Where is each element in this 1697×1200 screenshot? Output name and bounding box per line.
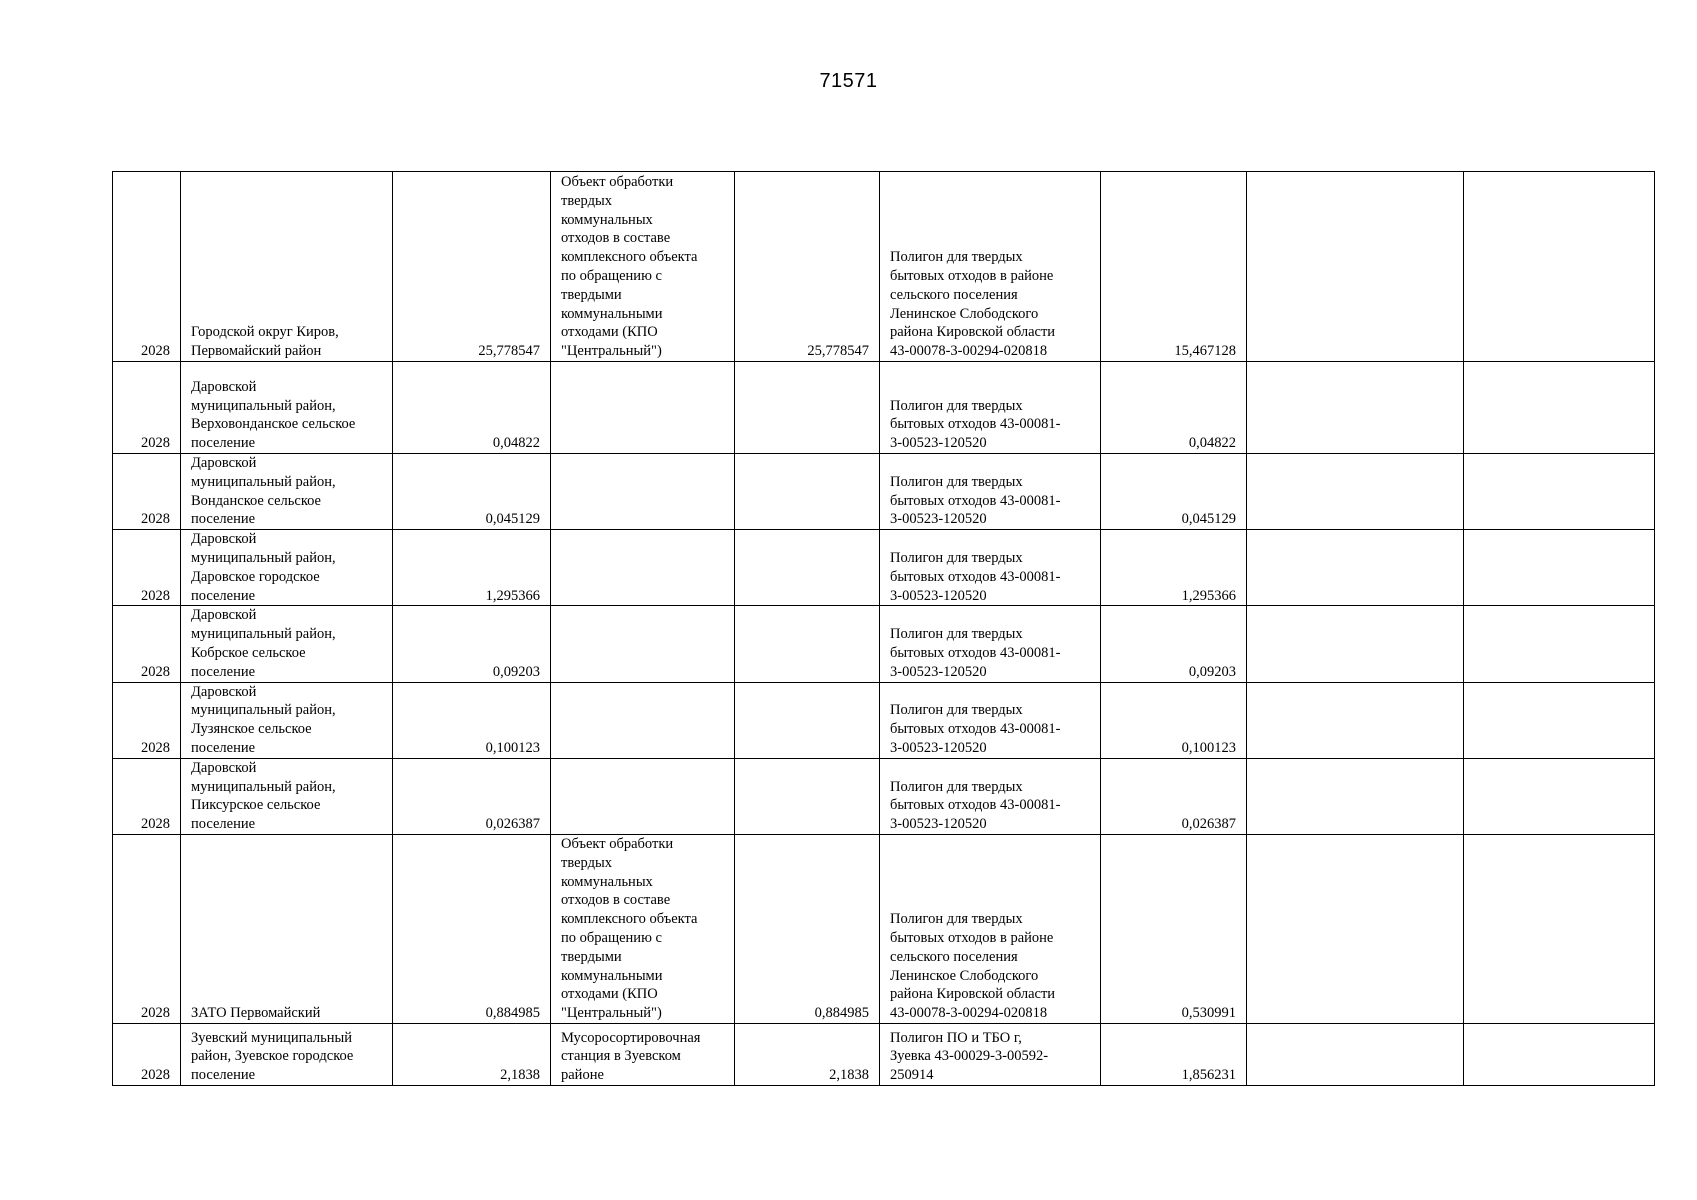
processing-object-cell: [551, 454, 735, 530]
table-row: [113, 606, 1655, 682]
empty-cell: [1464, 834, 1655, 1023]
territory-cell: Городской округ Киров, Первомайский район: [181, 172, 393, 362]
year-cell: 2028: [113, 1023, 181, 1085]
disposal-object-cell: Полигон для твердых бытовых отходов в районе сельского поселения Ленинское Слободского района Кировской области 43-00078-3-00294-020818: [880, 172, 1101, 362]
processing-object-cell: [551, 758, 735, 834]
empty-cell: [1464, 362, 1655, 454]
processing-object-cell: [551, 530, 735, 606]
processing-volume-cell: [735, 758, 880, 834]
disposal-object-cell: Полигон для твердых бытовых отходов 43-00081- 3-00523-120520: [880, 454, 1101, 530]
volume-cell: 0,09203: [393, 606, 551, 682]
waste-flow-table: [112, 171, 1655, 1086]
year-cell: 2028: [113, 758, 181, 834]
empty-cell: [1247, 362, 1464, 454]
territory-cell: Даровской муниципальный район, Лузянское сельское поселение: [181, 682, 393, 758]
empty-cell: [1247, 682, 1464, 758]
volume-cell: 0,04822: [393, 362, 551, 454]
empty-cell: [1247, 606, 1464, 682]
volume-cell: 0,045129: [393, 454, 551, 530]
empty-cell: [1247, 454, 1464, 530]
processing-object-cell: [551, 682, 735, 758]
disposal-object-cell: Полигон для твердых бытовых отходов 43-00081- 3-00523-120520: [880, 530, 1101, 606]
volume-cell: 25,778547: [393, 172, 551, 362]
volume-cell: 0,100123: [393, 682, 551, 758]
table-row: [113, 682, 1655, 758]
disposal-object-cell: Полигон для твердых бытовых отходов 43-00081- 3-00523-120520: [880, 362, 1101, 454]
territory-cell: Даровской муниципальный район, Кобрское сельское поселение: [181, 606, 393, 682]
empty-cell: [1464, 682, 1655, 758]
empty-cell: [1464, 1023, 1655, 1085]
processing-volume-cell: 0,884985: [735, 834, 880, 1023]
volume-cell: 0,026387: [393, 758, 551, 834]
processing-volume-cell: [735, 454, 880, 530]
disposal-object-cell: Полигон для твердых бытовых отходов 43-00081- 3-00523-120520: [880, 682, 1101, 758]
processing-volume-cell: [735, 682, 880, 758]
volume-cell: 1,295366: [393, 530, 551, 606]
table-row: [113, 1023, 1655, 1085]
empty-cell: [1247, 834, 1464, 1023]
disposal-volume-cell: 0,09203: [1101, 606, 1247, 682]
disposal-object-cell: Полигон для твердых бытовых отходов в районе сельского поселения Ленинское Слободского района Кировской области 43-00078-3-00294-020818: [880, 834, 1101, 1023]
year-cell: 2028: [113, 606, 181, 682]
year-cell: 2028: [113, 454, 181, 530]
processing-object-cell: [551, 606, 735, 682]
processing-volume-cell: [735, 530, 880, 606]
disposal-volume-cell: 15,467128: [1101, 172, 1247, 362]
processing-volume-cell: 2,1838: [735, 1023, 880, 1085]
disposal-volume-cell: 1,856231: [1101, 1023, 1247, 1085]
disposal-volume-cell: 0,530991: [1101, 834, 1247, 1023]
empty-cell: [1464, 530, 1655, 606]
volume-cell: 2,1838: [393, 1023, 551, 1085]
empty-cell: [1247, 530, 1464, 606]
table-row: [113, 362, 1655, 454]
year-cell: 2028: [113, 172, 181, 362]
territory-cell: Даровской муниципальный район, Даровское городское поселение: [181, 530, 393, 606]
processing-object-cell: [551, 362, 735, 454]
disposal-volume-cell: 0,026387: [1101, 758, 1247, 834]
year-cell: 2028: [113, 362, 181, 454]
year-cell: 2028: [113, 682, 181, 758]
table-row: [113, 758, 1655, 834]
processing-volume-cell: [735, 362, 880, 454]
disposal-object-cell: Полигон для твердых бытовых отходов 43-00081- 3-00523-120520: [880, 758, 1101, 834]
empty-cell: [1464, 758, 1655, 834]
empty-cell: [1247, 1023, 1464, 1085]
empty-cell: [1464, 606, 1655, 682]
territory-cell: Зуевский муниципальный район, Зуевское городское поселение: [181, 1023, 393, 1085]
processing-volume-cell: 25,778547: [735, 172, 880, 362]
table-row: [113, 834, 1655, 1023]
table-row: [113, 530, 1655, 606]
empty-cell: [1464, 172, 1655, 362]
page-number: 71571: [819, 70, 878, 92]
processing-object-cell: Объект обработки твердых коммунальных отходов в составе комплексного объекта по обращению с твердыми коммунальными отходами (КПО "Центральный"): [551, 834, 735, 1023]
volume-cell: 0,884985: [393, 834, 551, 1023]
disposal-object-cell: Полигон для твердых бытовых отходов 43-00081- 3-00523-120520: [880, 606, 1101, 682]
disposal-volume-cell: 0,045129: [1101, 454, 1247, 530]
territory-cell: Даровской муниципальный район, Пиксурское сельское поселение: [181, 758, 393, 834]
empty-cell: [1247, 172, 1464, 362]
disposal-volume-cell: 1,295366: [1101, 530, 1247, 606]
table-row: [113, 454, 1655, 530]
disposal-volume-cell: 0,04822: [1101, 362, 1247, 454]
processing-volume-cell: [735, 606, 880, 682]
processing-object-cell: Мусоросортировочная станция в Зуевском районе: [551, 1023, 735, 1085]
empty-cell: [1464, 454, 1655, 530]
territory-cell: Даровской муниципальный район, Верховонданское сельское поселение: [181, 362, 393, 454]
empty-cell: [1247, 758, 1464, 834]
table-row: [113, 172, 1655, 362]
territory-cell: ЗАТО Первомайский: [181, 834, 393, 1023]
disposal-volume-cell: 0,100123: [1101, 682, 1247, 758]
territory-cell: Даровской муниципальный район, Вонданское сельское поселение: [181, 454, 393, 530]
year-cell: 2028: [113, 834, 181, 1023]
year-cell: 2028: [113, 530, 181, 606]
disposal-object-cell: Полигон ПО и ТБО г, Зуевка 43-00029-3-00592- 250914: [880, 1023, 1101, 1085]
processing-object-cell: Объект обработки твердых коммунальных отходов в составе комплексного объекта по обращению с твердыми коммунальными отходами (КПО "Центральный"): [551, 172, 735, 362]
